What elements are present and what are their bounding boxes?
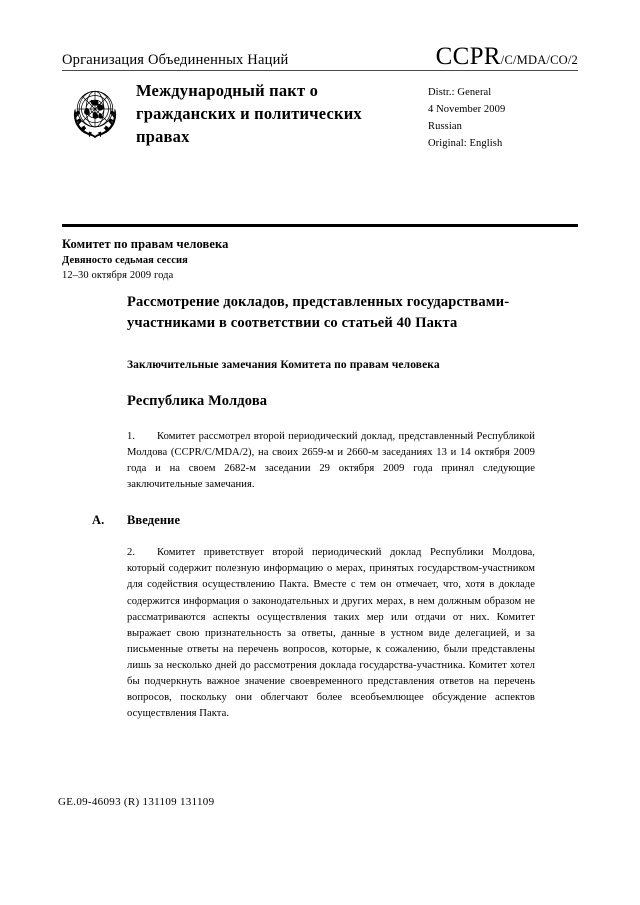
paragraph-1 <box>127 429 535 493</box>
document-symbol-main: CCPR <box>435 43 501 70</box>
covenant-title-block <box>62 78 578 152</box>
document-body <box>92 292 535 722</box>
distribution-language: Russian <box>428 121 462 132</box>
page-title: Рассмотрение докладов, представленных государствами-участниками в соответствии со статьей 40 Пакта <box>127 294 510 332</box>
document-symbol <box>436 44 578 69</box>
committee-block <box>62 236 578 283</box>
country-heading: Республика Молдова <box>127 393 268 409</box>
organization-row <box>62 44 578 69</box>
footer-job-number: GE.09-46093 (R) 131109 131109 <box>58 796 215 808</box>
committee-session: Девяносто седьмая сессия <box>62 254 188 266</box>
masthead <box>62 44 578 69</box>
paragraph-2-text: Комитет приветствует второй периодический доклад Республики Молдова, который содержит полезную информацию о мерах, принятых государством-участником для содействия осуществлению Пакта. Вместе с тем он отмечает, что, хотя в докладе содержится информация о законодательных и других мерах, в нем должным образом не рассматриваются аспекты осуществления таких мер или отдачи от них. Комитет выражает свою признательность за ответы, данные в устном виде делегацией, и за письменные ответы на перечень вопросов, которые, к сожалению, были представлены лишь за несколько дней до рассмотрения доклада государства-участника. Комитет хотел бы подчеркнуть важное значение своевременного представления ответов на перечень вопросов, поскольку они облегчают более всеобъемлющее обсуждение аспектов осуществления Пакта. <box>127 547 535 720</box>
un-emblem-icon <box>62 80 128 146</box>
distribution-block <box>428 78 578 152</box>
committee-dates: 12–30 октября 2009 года <box>62 270 174 282</box>
distribution-date: 4 November 2009 <box>428 104 506 115</box>
paragraph-2-number: 2. <box>127 547 136 559</box>
document-subtitle: Заключительные замечания Комитета по правам человека <box>127 358 440 371</box>
header-divider <box>62 224 578 227</box>
distribution-original: Original: English <box>428 138 503 149</box>
paragraph-2 <box>127 545 535 722</box>
masthead-divider <box>62 70 578 71</box>
document-symbol-suffix: /C/MDA/CO/2 <box>500 53 578 67</box>
section-letter: A. <box>92 513 105 528</box>
section-heading-a <box>92 513 535 528</box>
section-title: Введение <box>127 513 181 528</box>
distribution-type: Distr.: General <box>428 87 492 98</box>
paragraph-1-number: 1. <box>127 430 136 442</box>
organization-name: Организация Объединенных Наций <box>62 52 289 69</box>
covenant-title: Международный пакт о гражданских и политических правах <box>136 81 362 146</box>
paragraph-1-text: Комитет рассмотрел второй периодический доклад, представленный Республикой Молдова (CCPR/C/MDA/2), на своих 2659-м и 2660-м заседаниях 13 и 14 октября 2009 года и на своем 2682-м заседании 29 октября 2009 года принял следующие заключительные замечания. <box>127 430 535 491</box>
committee-name: Комитет по правам человека <box>62 237 229 251</box>
